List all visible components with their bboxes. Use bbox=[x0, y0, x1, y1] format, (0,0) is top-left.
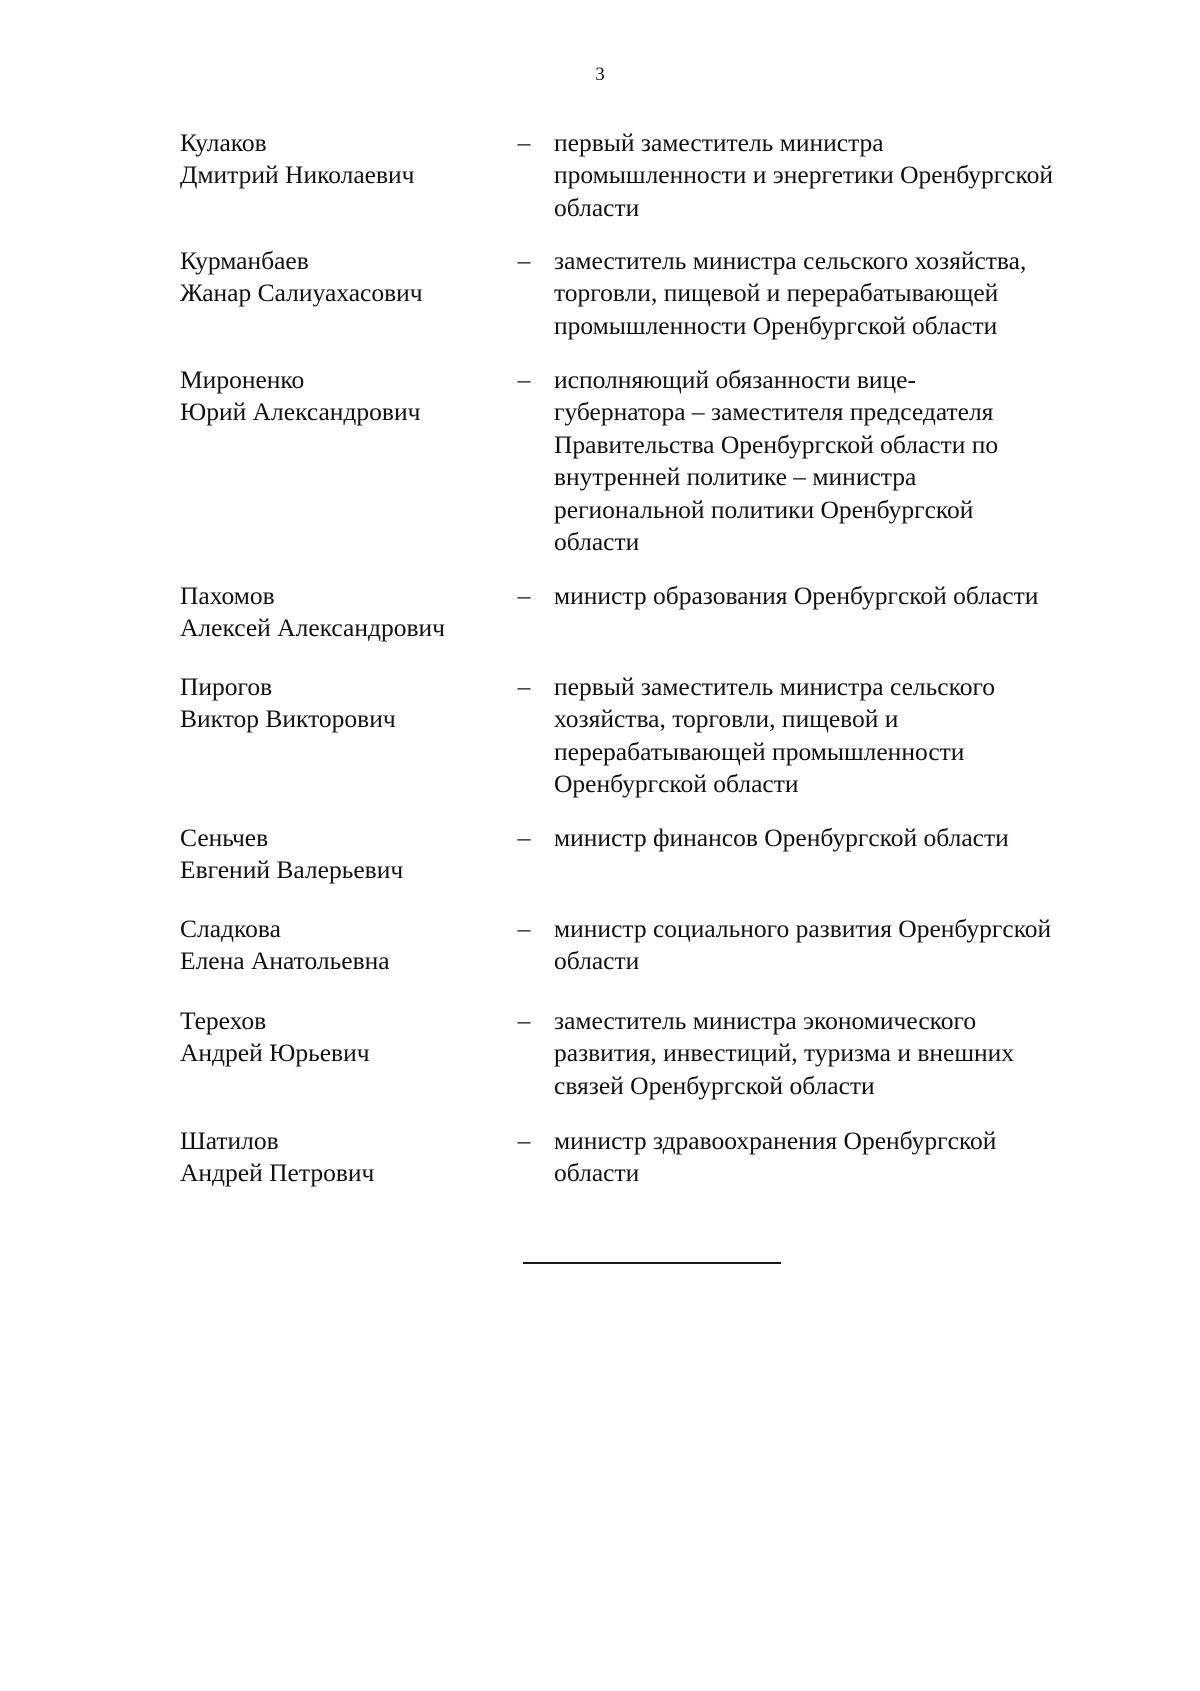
person-given-names: Елена Анатольевна bbox=[180, 946, 390, 976]
position-title bbox=[554, 127, 1134, 224]
position-line: промышленности и энергетики Оренбургской bbox=[554, 160, 1053, 190]
person-surname: Мироненко bbox=[180, 365, 305, 394]
position-line: заместитель министра экономического bbox=[554, 1006, 977, 1035]
person-name bbox=[180, 1005, 500, 1070]
position-line: первый заместитель министра bbox=[554, 128, 884, 157]
person-name bbox=[180, 671, 500, 736]
person-name bbox=[180, 1125, 500, 1190]
person-given-names: Андрей Юрьевич bbox=[180, 1038, 370, 1068]
person-given-names: Дмитрий Николаевич bbox=[180, 160, 415, 190]
separator-dash: – bbox=[517, 128, 531, 157]
separator-dash: – bbox=[517, 365, 531, 394]
position-line: региональной политики Оренбургской bbox=[554, 494, 974, 524]
separator-dash: – bbox=[517, 672, 531, 701]
separator-dash: – bbox=[517, 1126, 531, 1155]
position-title bbox=[554, 580, 1134, 612]
person-name bbox=[180, 913, 500, 978]
person-surname: Терехов bbox=[180, 1006, 267, 1035]
position-line: связей Оренбургской области bbox=[554, 1070, 875, 1100]
separator-dash: – bbox=[517, 246, 531, 275]
separator-dash: – bbox=[517, 823, 531, 852]
position-line: министр здравоохранения Оренбургской bbox=[554, 1126, 997, 1155]
person-surname: Кулаков bbox=[180, 128, 267, 157]
person-given-names: Евгений Валерьевич bbox=[180, 855, 404, 885]
separator-dash: – bbox=[517, 581, 531, 610]
position-line: области bbox=[554, 946, 640, 976]
position-line: министр финансов Оренбургской области bbox=[554, 823, 1009, 852]
person-given-names: Алексей Александрович bbox=[180, 613, 445, 643]
person-name bbox=[180, 580, 500, 645]
position-line: Оренбургской области bbox=[554, 769, 799, 799]
person-surname: Пирогов bbox=[180, 672, 273, 701]
person-surname: Пахомов bbox=[180, 581, 275, 610]
position-line: первый заместитель министра сельского bbox=[554, 672, 996, 701]
position-line: заместитель министра сельского хозяйства, bbox=[554, 246, 1027, 275]
separator-dash: – bbox=[517, 1006, 531, 1035]
person-name bbox=[180, 822, 500, 887]
position-title bbox=[554, 913, 1134, 978]
person-surname: Сеньчев bbox=[180, 823, 269, 852]
position-line: промышленности Оренбургской области bbox=[554, 310, 998, 340]
position-title bbox=[554, 364, 1134, 558]
person-given-names: Жанар Салиуахасович bbox=[180, 278, 423, 308]
position-title bbox=[554, 245, 1134, 342]
position-line: министр социального развития Оренбургской bbox=[554, 914, 1052, 943]
position-line: министр образования Оренбургской области bbox=[554, 581, 1039, 610]
person-given-names: Андрей Петрович bbox=[180, 1158, 375, 1188]
separator-dash: – bbox=[517, 914, 531, 943]
position-line: торговли, пищевой и перерабатывающей bbox=[554, 278, 999, 308]
position-title bbox=[554, 822, 1134, 854]
position-line: перерабатывающей промышленности bbox=[554, 736, 965, 766]
position-line: Правительства Оренбургской области по bbox=[554, 429, 999, 459]
person-name bbox=[180, 364, 500, 429]
page-number: 3 bbox=[595, 64, 605, 85]
position-line: внутренней политике – министра bbox=[554, 462, 917, 492]
position-line: губернатора – заместителя председателя bbox=[554, 397, 994, 427]
position-line: исполняющий обязанности вице- bbox=[554, 365, 916, 394]
position-line: области bbox=[554, 1158, 640, 1188]
position-line: развития, инвестиций, туризма и внешних bbox=[554, 1038, 1015, 1068]
position-title bbox=[554, 1125, 1134, 1190]
person-given-names: Юрий Александрович bbox=[180, 397, 421, 427]
person-surname: Курманбаев bbox=[180, 246, 309, 275]
person-name bbox=[180, 245, 500, 310]
person-surname: Сладкова bbox=[180, 914, 281, 943]
person-name bbox=[180, 127, 500, 192]
position-line: хозяйства, торговли, пищевой и bbox=[554, 704, 899, 734]
position-title bbox=[554, 1005, 1134, 1102]
position-title bbox=[554, 671, 1134, 801]
position-line: области bbox=[554, 192, 640, 222]
end-of-list-rule bbox=[523, 1262, 781, 1264]
person-given-names: Виктор Викторович bbox=[180, 704, 396, 734]
position-line: области bbox=[554, 527, 640, 557]
person-surname: Шатилов bbox=[180, 1126, 279, 1155]
